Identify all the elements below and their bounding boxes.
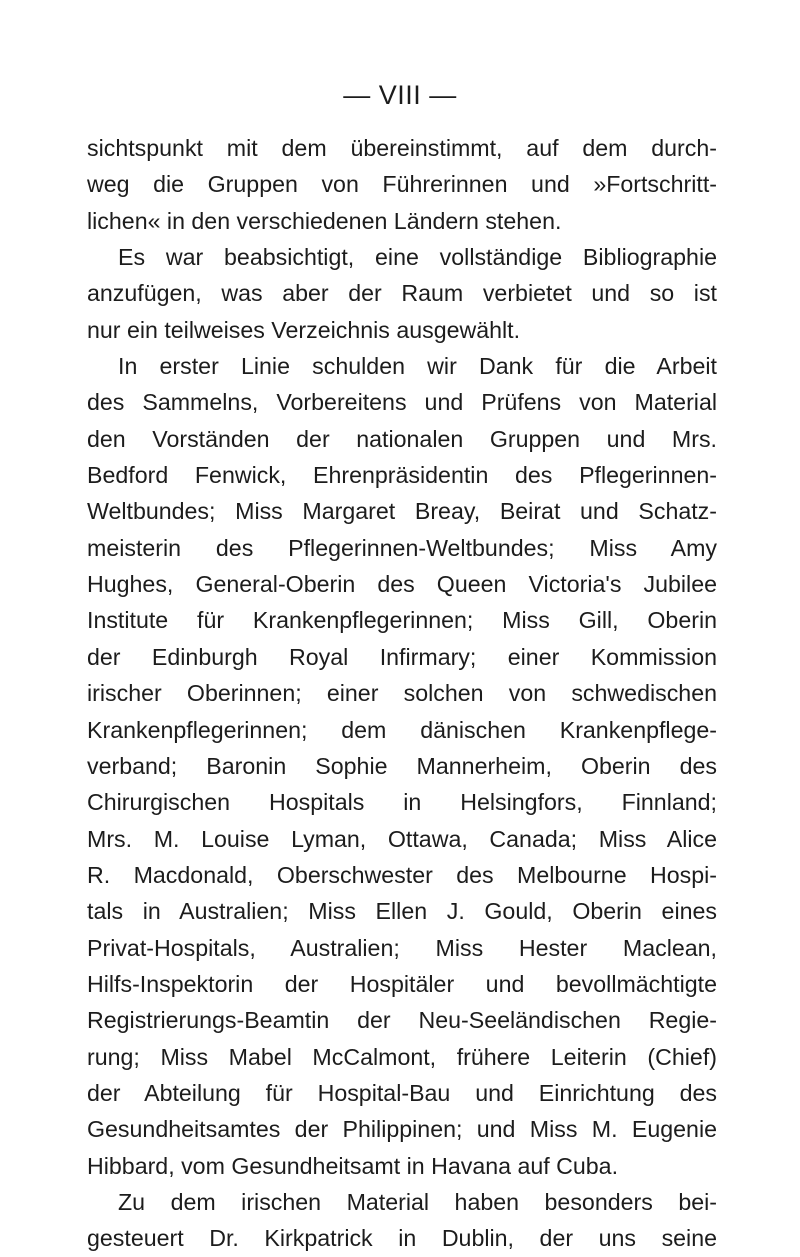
text-line: R. Macdonald, Oberschwester des Melbourne Hospi- bbox=[87, 861, 717, 888]
text-line: sichtspunkt mit dem übereinstimmt, auf dem durch- bbox=[87, 135, 717, 161]
page-number-header: — VIII — bbox=[343, 80, 457, 110]
text-line: nur ein teilweises Verzeichnis ausgewählt. bbox=[87, 316, 521, 343]
text-line: Gesundheitsamtes der Philippinen; und Miss M. Eugenie bbox=[87, 1116, 717, 1143]
text-line: tals in Australien; Miss Ellen J. Gould, Oberin eines bbox=[87, 898, 717, 925]
text-line: Hilfs-Inspektorin der Hospitäler und bevollmächtigte bbox=[87, 970, 717, 997]
text-line: Privat-Hospitals, Australien; Miss Hester Maclean, bbox=[87, 934, 717, 961]
text-line: Institute für Krankenpflegerinnen; Miss Gill, Oberin bbox=[87, 607, 717, 634]
text-line: rung; Miss Mabel McCalmont, frühere Leiterin (Chief) bbox=[87, 1043, 717, 1070]
text-line: Weltbundes; Miss Margaret Breay, Beirat und Schatz- bbox=[87, 498, 717, 525]
text-line: Krankenpflegerinnen; dem dänischen Krankenpflege- bbox=[87, 716, 717, 743]
text-line: anzufügen, was aber der Raum verbietet und so ist bbox=[87, 280, 717, 307]
text-line: Registrierungs-Beamtin der Neu-Seeländischen Regie- bbox=[87, 1007, 717, 1034]
text-line: Zu dem irischen Material haben besonders bei- bbox=[118, 1188, 717, 1215]
text-line: irischer Oberinnen; einer solchen von schwedischen bbox=[87, 680, 717, 707]
body-text bbox=[87, 130, 717, 1257]
text-line: verband; Baronin Sophie Mannerheim, Oberin des bbox=[87, 752, 717, 779]
text-line: In erster Linie schulden wir Dank für die Arbeit bbox=[118, 353, 717, 380]
text-line: Hibbard, vom Gesundheitsamt in Havana auf Cuba. bbox=[87, 1152, 619, 1179]
text-line: der Edinburgh Royal Infirmary; einer Kommission bbox=[87, 643, 717, 670]
text-line: Bedford Fenwick, Ehrenpräsidentin des Pflegerinnen- bbox=[87, 462, 717, 489]
text-line: meisterin des Pflegerinnen-Weltbundes; Miss Amy bbox=[87, 534, 717, 561]
text-line: Mrs. M. Louise Lyman, Ottawa, Canada; Miss Alice bbox=[87, 825, 717, 852]
text-line: Es war beabsichtigt, eine vollständige Bibliographie bbox=[118, 244, 717, 271]
text-line: gesteuert Dr. Kirkpatrick in Dublin, der uns seine bbox=[87, 1225, 717, 1252]
text-line: Chirurgischen Hospitals in Helsingfors, Finnland; bbox=[87, 789, 717, 816]
text-line: der Abteilung für Hospital-Bau und Einrichtung des bbox=[87, 1079, 717, 1106]
text-line: lichen« in den verschiedenen Ländern stehen. bbox=[87, 207, 562, 234]
text-line: des Sammelns, Vorbereitens und Prüfens von Material bbox=[87, 389, 717, 416]
text-line: den Vorständen der nationalen Gruppen und Mrs. bbox=[87, 425, 717, 452]
text-line: Hughes, General-Oberin des Queen Victoria's Jubilee bbox=[87, 571, 717, 598]
text-line: weg die Gruppen von Führerinnen und »Fortschritt- bbox=[87, 171, 717, 198]
